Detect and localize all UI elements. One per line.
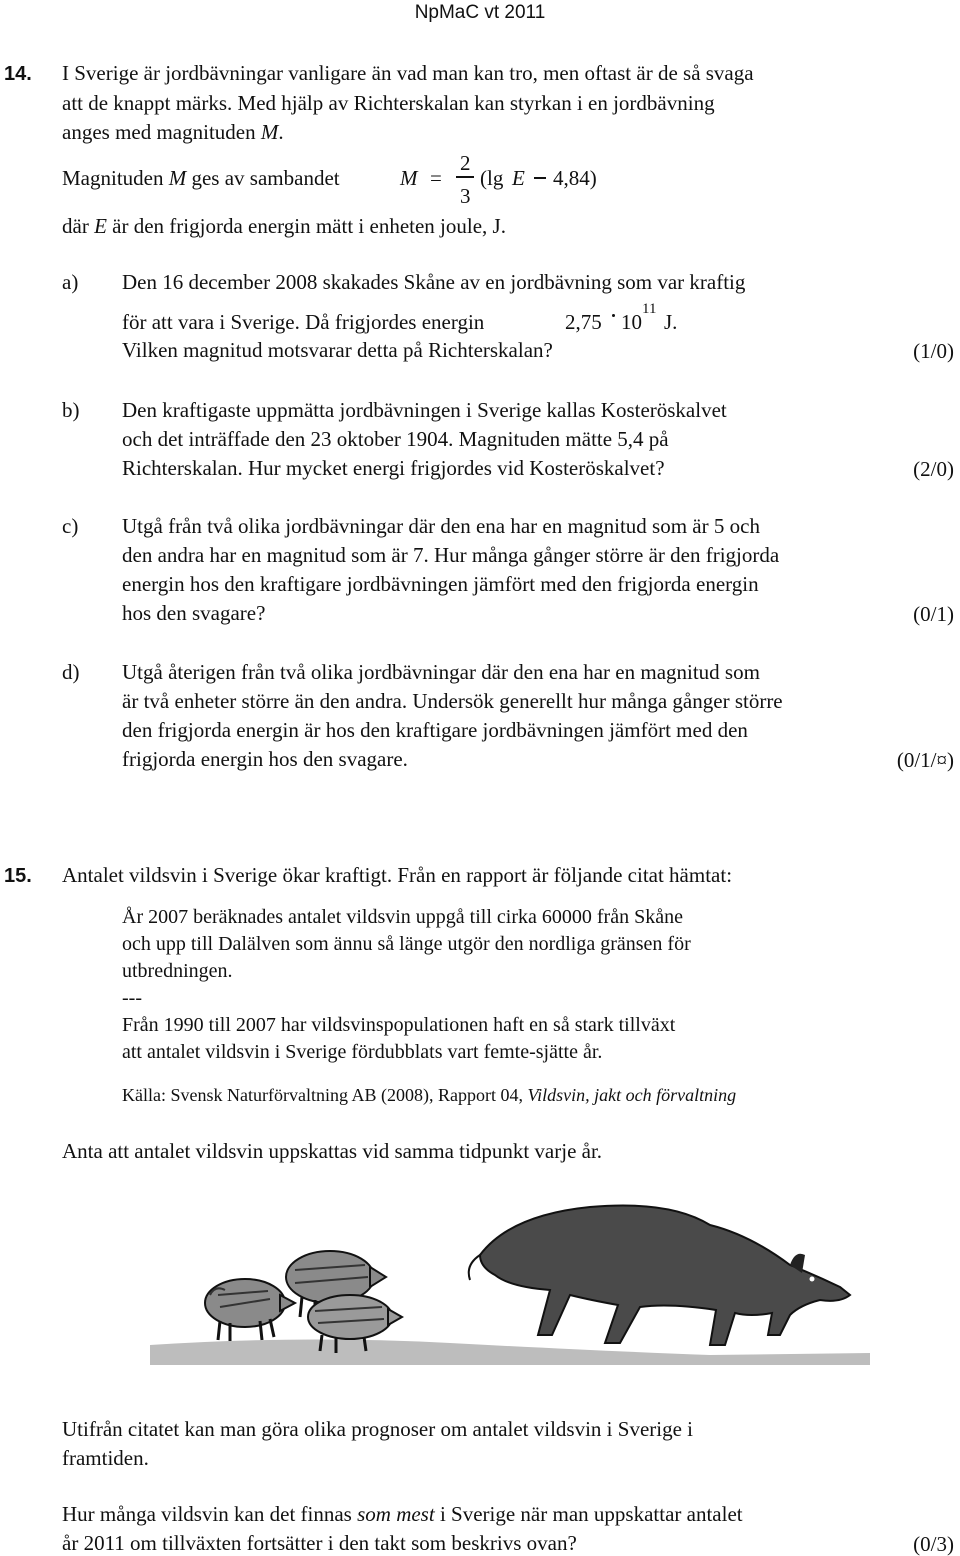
fraction-denominator: 3 <box>460 184 471 208</box>
energy-unit: J. <box>664 310 678 334</box>
q14a-label: a) <box>62 270 79 294</box>
q14-intro-line-3: anges med magnituden M. <box>62 120 284 144</box>
q15-prognosis-line-1: Utifrån citatet kan man göra olika prognoser om antalet vildsvin i Sverige i <box>62 1417 693 1441</box>
q14-intro-line-2: att de knappt märks. Med hjälp av Richterskalan kan styrkan i en jordbävning <box>62 91 715 115</box>
quote-line-4: Från 1990 till 2007 har vildsvinspopulationen haft en så stark tillväxt <box>122 1014 676 1036</box>
q14a-line-1: Den 16 december 2008 skakades Skåne av en jordbävning som var kraftig <box>122 270 746 294</box>
q14d-line-2: är två enheter större än den andra. Undersök generellt hur många gånger större <box>122 689 783 713</box>
q14d-line-1: Utgå återigen från två olika jordbävningar där den ena har en magnitud som <box>122 660 760 684</box>
q14c-line-3: energin hos den kraftigare jordbävningen jämfört med den frigjorda energin <box>122 572 759 596</box>
question-14-number: 14. <box>4 63 32 85</box>
quote-source: Källa: Svensk Naturförvaltning AB (2008), Rapport 04, Vildsvin, jakt och förvaltning <box>122 1085 737 1105</box>
q14a-line-2: för att vara i Sverige. Då frigjordes energin <box>122 310 485 334</box>
formula-lhs: M <box>400 166 418 190</box>
q15-intro: Antalet vildsvin i Sverige ökar kraftigt. Från en rapport är följande citat hämtat: <box>62 863 733 887</box>
q14b-line-3: Richterskalan. Hur mycket energi frigjordes vid Kosteröskalvet? <box>122 456 665 480</box>
energy-base: 10 <box>621 310 642 334</box>
q14b-line-2: och det inträffade den 23 oktober 1904. Magnituden mätte 5,4 på <box>122 427 669 451</box>
q14c-line-2: den andra har en magnitud som är 7. Hur många gånger större är den frigjorda <box>122 543 780 567</box>
formula-var-e: E <box>512 166 525 190</box>
q14c-points: (0/1) <box>913 602 954 626</box>
page-header: NpMaC vt 2011 <box>414 2 546 23</box>
energy-mantissa: 2,75 <box>565 310 602 334</box>
q14c-line-1: Utgå från två olika jordbävningar där den ena har en magnitud som är 5 och <box>122 514 760 538</box>
piglet-1 <box>205 1279 295 1341</box>
q15-question-line-2: år 2011 om tillväxten fortsätter i den takt som beskrivs ovan? <box>62 1531 577 1555</box>
q14c-line-4: hos den svagare? <box>122 601 266 625</box>
q14d-line-4: frigjorda energin hos den svagare. <box>122 747 408 771</box>
formula-minus <box>534 177 546 179</box>
q14-formula-lead: Magnituden M ges av sambandet <box>62 166 340 190</box>
fraction-numerator: 2 <box>460 151 471 175</box>
q14d-line-3: den frigjorda energin är hos den kraftigare jordbävningen jämfört med den <box>122 718 748 742</box>
multiply-dot <box>612 314 615 317</box>
q14b-label: b) <box>62 398 80 422</box>
q15-assumption: Anta att antalet vildsvin uppskattas vid samma tidpunkt varje år. <box>62 1139 603 1163</box>
q14b-points: (2/0) <box>913 457 954 481</box>
q14b-line-1: Den kraftigaste uppmätta jordbävningen i Sverige kallas Kosteröskalvet <box>122 398 727 422</box>
formula-equals: = <box>430 166 442 190</box>
wild-boar-illustration <box>150 1195 870 1365</box>
q14d-points: (0/1/¤) <box>896 748 954 772</box>
quote-line-1: År 2007 beräknades antalet vildsvin uppgå till cirka 60000 från Skåne <box>122 906 683 928</box>
q14a-points: (1/0) <box>913 339 954 363</box>
q14a-line-3: Vilken magnitud motsvarar detta på Richterskalan? <box>122 338 553 362</box>
energy-exponent: 11 <box>642 301 657 317</box>
q15-question-line-1: Hur många vildsvin kan det finnas som mest i Sverige när man uppskattar antalet <box>62 1502 743 1526</box>
question-15-number: 15. <box>4 865 32 887</box>
boar-figure <box>469 1205 850 1345</box>
q15-points: (0/3) <box>913 1532 954 1556</box>
formula-rest: 4,84) <box>553 166 597 190</box>
q14c-label: c) <box>62 514 79 538</box>
quote-line-2: och upp till Dalälven som ännu så länge utgör den nordliga gränsen för <box>122 933 691 955</box>
q14-definition: där E är den frigjorda energin mätt i enheten joule, J. <box>62 214 506 238</box>
quote-separator: --- <box>122 987 142 1009</box>
quote-line-3: utbredningen. <box>122 960 233 982</box>
quote-line-5: att antalet vildsvin i Sverige fördubblats vart femte-sjätte år. <box>122 1041 603 1063</box>
formula-paren-open: (lg <box>480 166 504 190</box>
q15-prognosis-line-2: framtiden. <box>62 1446 149 1470</box>
q14d-label: d) <box>62 660 80 684</box>
fraction-bar <box>456 176 474 178</box>
q14-intro-line-1: I Sverige är jordbävningar vanligare än vad man kan tro, men oftast är de så svaga <box>62 61 754 85</box>
